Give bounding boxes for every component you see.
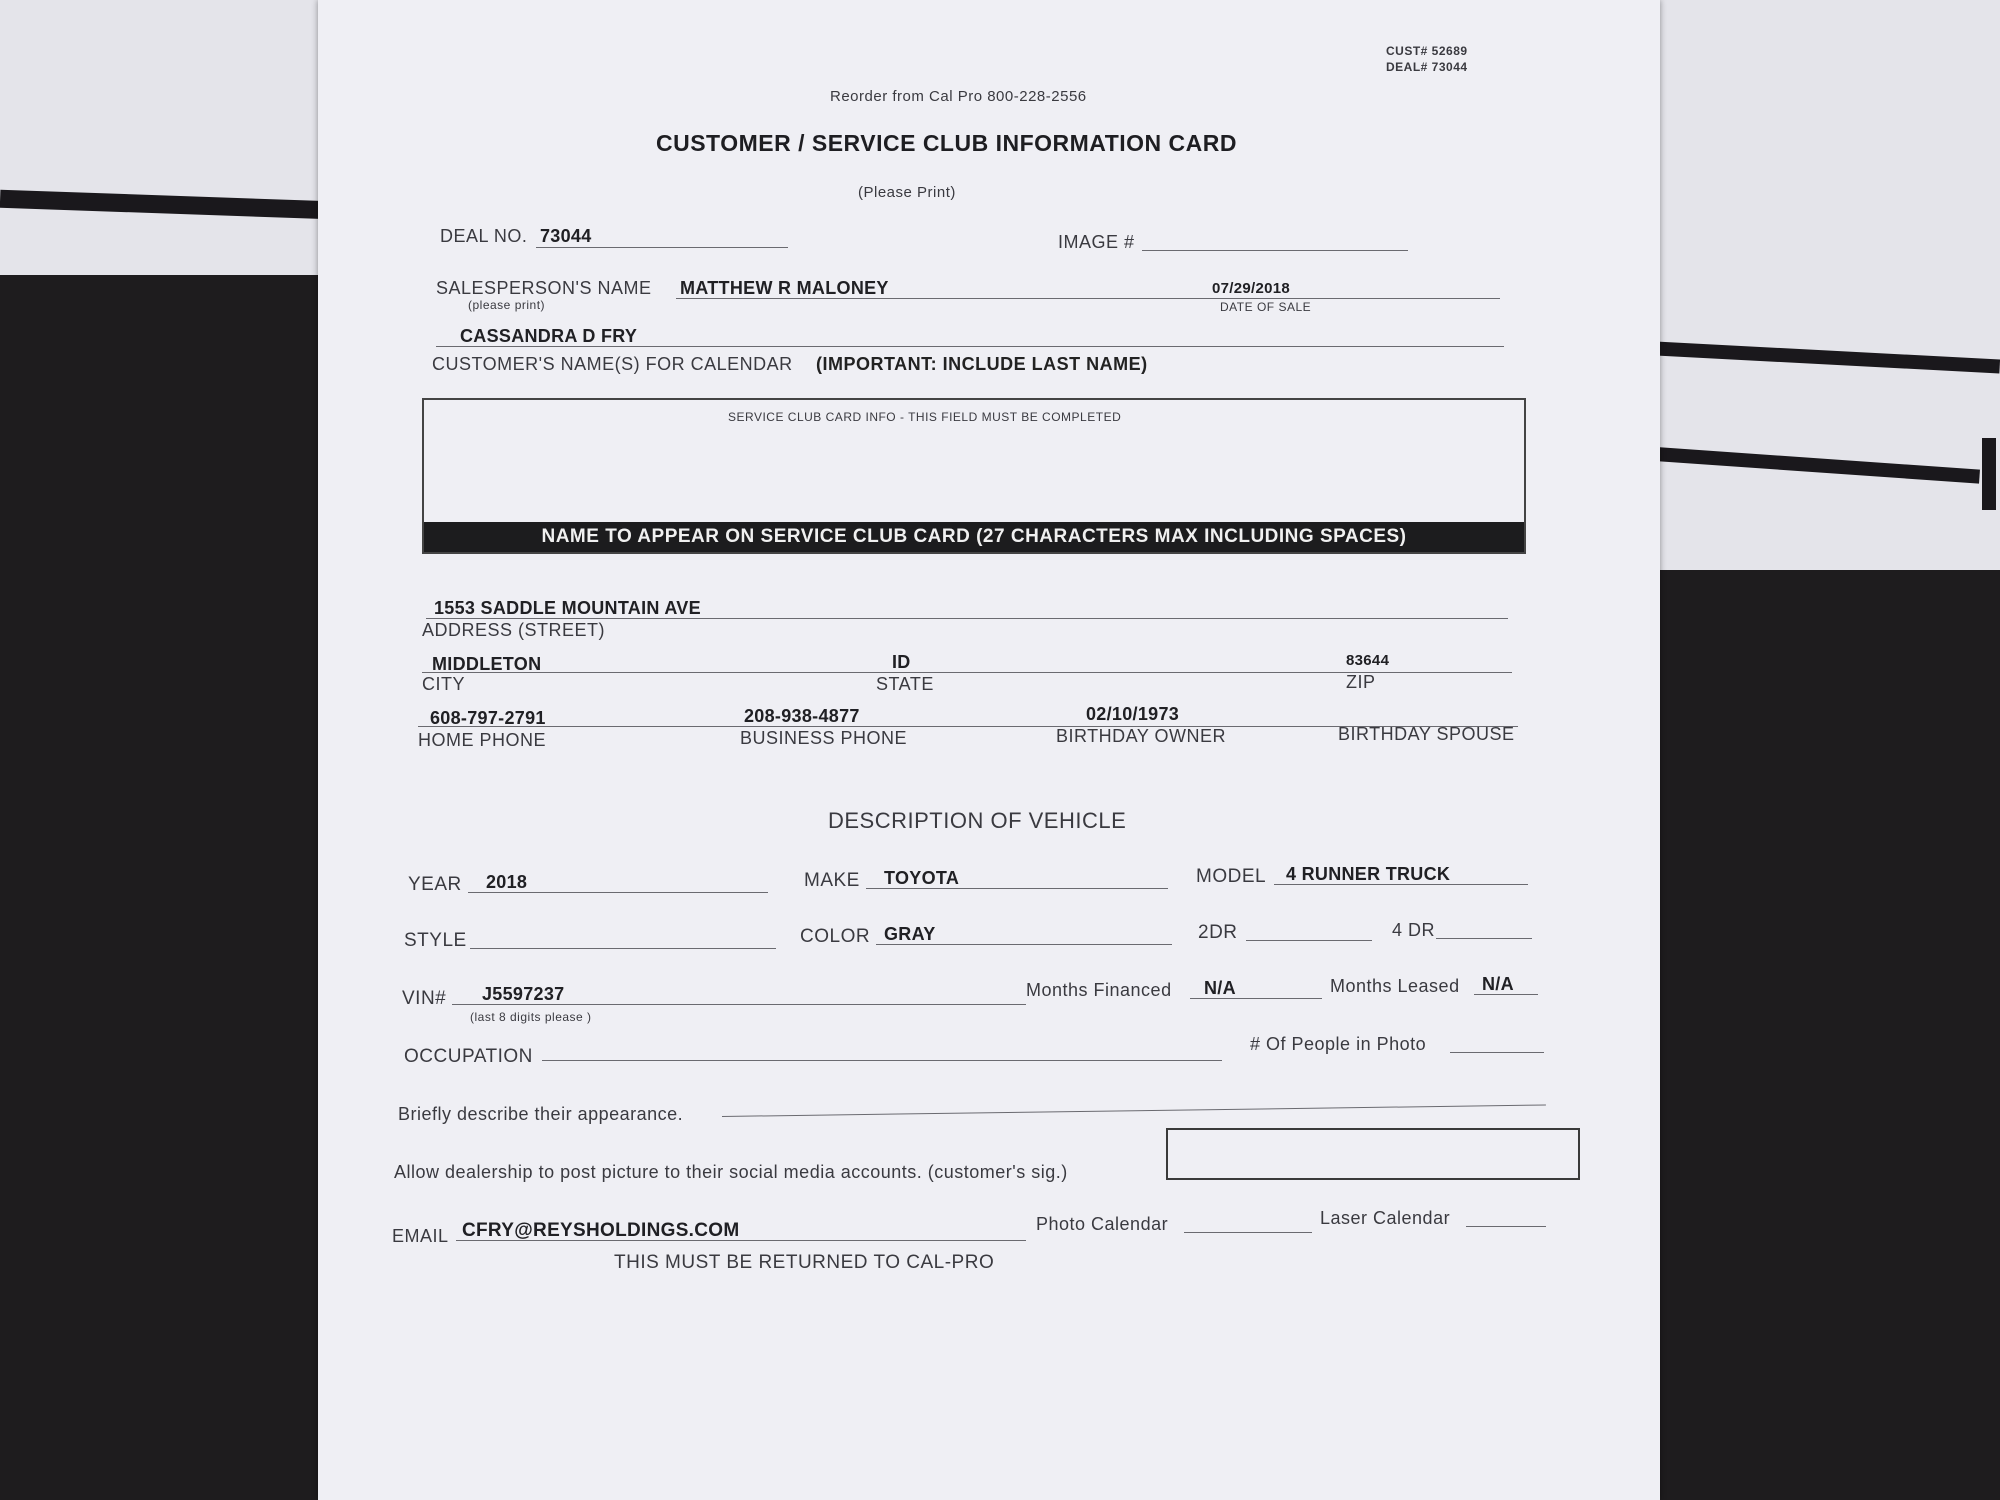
city-value: MIDDLETON <box>432 654 542 674</box>
months-financed-label: Months Financed <box>1026 980 1172 1000</box>
color-value: GRAY <box>884 924 936 944</box>
zip-value: 83644 <box>1346 652 1390 669</box>
customer-name-label: CUSTOMER'S NAME(S) FOR CALENDAR <box>432 354 793 374</box>
return-notice: THIS MUST BE RETURNED TO CAL-PRO <box>614 1252 995 1273</box>
zip-label: ZIP <box>1346 672 1376 692</box>
laser-calendar-label: Laser Calendar <box>1320 1208 1451 1228</box>
state-label: STATE <box>876 674 934 694</box>
city-label: CITY <box>422 674 466 694</box>
salesperson-value: MATTHEW R MALONEY <box>680 278 889 298</box>
form-title: CUSTOMER / SERVICE CLUB INFORMATION CARD <box>656 130 1237 156</box>
photo-calendar-line <box>1184 1232 1312 1233</box>
appearance-line <box>722 1104 1546 1117</box>
service-club-name-bar: NAME TO APPEAR ON SERVICE CLUB CARD (27 CHARACTERS MAX INCLUDING SPACES) <box>424 522 1524 552</box>
email-line <box>456 1240 1026 1241</box>
birthday-owner-value: 02/10/1973 <box>1086 704 1180 724</box>
months-leased-label: Months Leased <box>1330 976 1460 996</box>
customer-name-value: CASSANDRA D FRY <box>460 326 638 346</box>
model-label: MODEL <box>1196 866 1267 887</box>
months-leased-line <box>1474 994 1538 995</box>
months-financed-line <box>1190 998 1322 999</box>
vin-value: J5597237 <box>482 984 565 1004</box>
model-line <box>1274 884 1528 885</box>
deal-number-top: DEAL# 73044 <box>1386 60 1468 74</box>
customer-name-label-important: (IMPORTANT: INCLUDE LAST NAME) <box>816 354 1148 374</box>
deal-no-line <box>536 247 788 248</box>
photo-calendar-label: Photo Calendar <box>1036 1214 1169 1234</box>
background-stripe-right-3 <box>1982 438 1996 510</box>
year-label: YEAR <box>408 874 462 895</box>
service-club-header: SERVICE CLUB CARD INFO - THIS FIELD MUST BE COMPLETED <box>728 410 1122 424</box>
months-financed-value: N/A <box>1204 978 1236 998</box>
occupation-label: OCCUPATION <box>404 1046 533 1067</box>
months-leased-value: N/A <box>1482 974 1514 994</box>
info-card-paper <box>318 0 1660 1500</box>
people-in-photo-label: # Of People in Photo <box>1250 1034 1427 1054</box>
two-door-line <box>1246 940 1372 941</box>
year-value: 2018 <box>486 872 528 892</box>
appearance-label: Briefly describe their appearance. <box>398 1104 684 1124</box>
make-label: MAKE <box>804 870 860 891</box>
business-phone-label: BUSINESS PHONE <box>740 728 908 748</box>
background-paper-left <box>0 0 360 275</box>
email-value: CFRY@REYSHOLDINGS.COM <box>462 1220 740 1241</box>
address-value: 1553 SADDLE MOUNTAIN AVE <box>434 598 701 618</box>
home-phone-label: HOME PHONE <box>418 730 547 750</box>
cust-number: CUST# 52689 <box>1386 44 1468 58</box>
date-of-sale-label: DATE OF SALE <box>1220 300 1312 314</box>
color-label: COLOR <box>800 926 871 947</box>
birthday-spouse-label: BIRTHDAY SPOUSE <box>1338 724 1515 744</box>
deal-no-value: 73044 <box>540 226 592 246</box>
home-phone-value: 608-797-2791 <box>430 708 546 728</box>
vin-sublabel: (last 8 digits please ) <box>470 1010 592 1024</box>
vehicle-section-title: DESCRIPTION OF VEHICLE <box>828 808 1127 833</box>
two-door-label: 2DR <box>1198 922 1238 943</box>
please-print-note: (Please Print) <box>858 184 956 201</box>
style-label: STYLE <box>404 930 467 951</box>
state-value: ID <box>892 652 911 672</box>
customer-signature-box[interactable] <box>1166 1128 1580 1180</box>
image-number-line <box>1142 250 1408 251</box>
customer-name-line <box>436 346 1504 347</box>
year-line <box>468 892 768 893</box>
background-paper-right <box>1600 0 2000 570</box>
make-value: TOYOTA <box>884 868 960 888</box>
model-value: 4 RUNNER TRUCK <box>1286 864 1451 884</box>
birthday-owner-label: BIRTHDAY OWNER <box>1056 726 1227 746</box>
four-door-line <box>1436 938 1532 939</box>
deal-no-label: DEAL NO. <box>440 226 528 246</box>
laser-calendar-line <box>1466 1226 1546 1227</box>
reorder-text: Reorder from Cal Pro 800-228-2556 <box>830 88 1087 105</box>
date-of-sale-value: 07/29/2018 <box>1212 280 1291 297</box>
salesperson-label: SALESPERSON'S NAME <box>436 278 652 298</box>
image-number-label: IMAGE # <box>1058 232 1135 252</box>
address-line <box>426 618 1508 619</box>
business-phone-value: 208-938-4877 <box>744 706 860 726</box>
four-door-label: 4 DR <box>1392 920 1436 940</box>
vin-label: VIN# <box>402 988 447 1009</box>
service-club-card-box[interactable] <box>422 398 1526 554</box>
make-line <box>866 888 1168 889</box>
color-line <box>876 944 1172 945</box>
social-media-label: Allow dealership to post picture to their social media accounts. (customer's sig.) <box>394 1162 1068 1182</box>
salesperson-line <box>676 298 1500 299</box>
vin-line <box>452 1004 1026 1005</box>
email-label: EMAIL <box>392 1226 449 1246</box>
people-in-photo-line <box>1450 1052 1544 1053</box>
address-label: ADDRESS (STREET) <box>422 620 606 640</box>
style-line <box>470 948 776 949</box>
salesperson-sublabel: (please print) <box>468 298 546 312</box>
occupation-line <box>542 1060 1222 1061</box>
